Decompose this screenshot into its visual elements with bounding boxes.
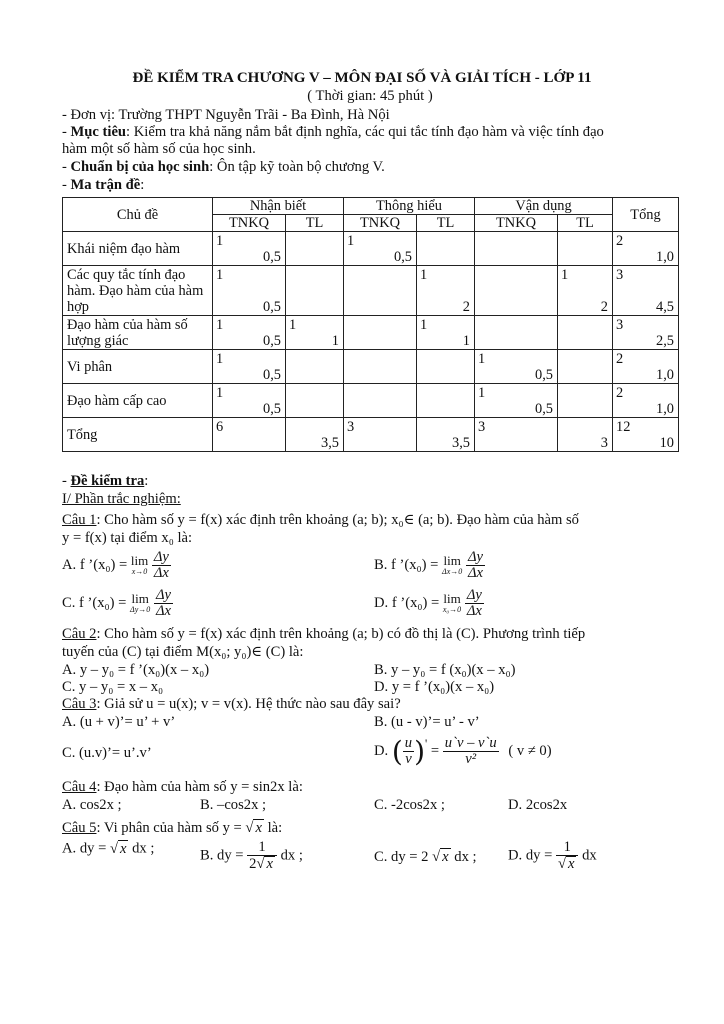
matrix-body (63, 232, 679, 452)
goal-line-2: hàm một số hàm số của học sinh. (62, 141, 256, 157)
cell-score: 4,5 (656, 299, 674, 315)
subcol-header: TL (286, 215, 344, 232)
subcol-header: TNKQ (344, 215, 417, 232)
group-header: Vận dụng (475, 198, 613, 215)
fraction: $\frac{\Delta y}{\Delta x}$ (467, 549, 483, 581)
matrix-row (63, 418, 679, 452)
matrix-cell (344, 384, 417, 418)
group-header: Thông hiểu (344, 198, 475, 215)
cell-score: 0,5 (263, 299, 281, 315)
matrix-cell (613, 266, 679, 316)
cell-score: 2 (462, 299, 470, 315)
cell-count: 1 (216, 351, 224, 367)
matrix-cell (417, 350, 475, 384)
matrix-cell (558, 232, 613, 266)
matrix-cell (213, 384, 286, 418)
cell-score: 2 (600, 299, 608, 315)
matrix-cell (558, 350, 613, 384)
fraction: $\frac{\Delta y}{\Delta x}$ (466, 587, 482, 619)
goal-line: - Mục tiêu: Kiểm tra khả năng nắm bắt định nghĩa, các qui tắc tính đạo hàm và việc tính đạo (62, 124, 604, 140)
cell-score: 1 (331, 333, 339, 349)
q2-option-b: B. y – y₀ = f (x₀)(x – x₀) (374, 662, 516, 678)
q1-text: Câu 1: Cho hàm số y = f(x) xác định trên khoảng (a; b); x₀∈ (a; b). Đạo hàm của hàm số (62, 512, 579, 528)
matrix-cell (213, 418, 286, 452)
q1-text-2: y = f(x) tại điểm x₀ là: (62, 530, 193, 546)
cell-count: 1 (347, 233, 355, 249)
fraction: $\frac{1}{√ x}$ (556, 840, 579, 872)
matrix-cell (213, 232, 286, 266)
prep-line: - Chuẩn bị của học sinh: Ôn tập kỹ toàn bộ chương V. (62, 159, 385, 175)
group-header: Nhận biết (213, 198, 344, 215)
exam-heading-line: - Đề kiểm tra: (62, 473, 149, 489)
col-total-header: Tổng (613, 198, 679, 232)
cell-score: 1 (462, 333, 470, 349)
matrix-cell (475, 232, 558, 266)
cell-score: 10 (659, 435, 674, 451)
cell-count: 3 (616, 267, 624, 283)
matrix-cell (344, 266, 417, 316)
q5-option-d: D. dy = $\frac{1}{√ x}$ dx (508, 839, 597, 872)
cell-score: 1,0 (656, 249, 674, 265)
q2-text: Câu 2: Cho hàm số y = f(x) xác định trên khoảng (a; b) có đồ thị là (C). Phương trình tiếp (62, 626, 586, 642)
q3-option-d: D. ( $\frac{u}{v}$ )' = $\frac{u`v - v`u}{\text{v²}}$ ( v ≠ 0) (374, 735, 552, 768)
matrix-cell (613, 232, 679, 266)
cell-score: 1,0 (656, 367, 674, 383)
q5-option-a: A. dy = √ x dx ; (62, 840, 155, 857)
matrix-cell (558, 418, 613, 452)
q4-option-a: A. cos2x ; (62, 797, 122, 813)
q5-option-b: B. dy = $\frac{1}{2√ x}$ dx ; (200, 839, 303, 872)
matrix-cell (613, 418, 679, 452)
cell-count: 1 (478, 351, 486, 367)
q2-option-c: C. y – y₀ = x – x₀ (62, 679, 164, 695)
matrix-cell (475, 316, 558, 350)
matrix-cell (213, 316, 286, 350)
cell-score: 3,5 (321, 435, 339, 451)
matrix-topic: Các quy tắc tính đạo hàm. Đạo hàm của hàm hợp (63, 266, 213, 316)
matrix-cell (417, 316, 475, 350)
cell-count: 1 (420, 317, 428, 333)
matrix-topic: Đạo hàm cấp cao (63, 384, 213, 418)
q1-option-d: D. f ’(x₀) = lim x₀→0 $\frac{\Delta y}{\Delta x}$ (374, 587, 482, 619)
cell-count: 2 (616, 233, 624, 249)
cell-count: 1 (289, 317, 297, 333)
q5-label: Câu 5 (62, 820, 97, 836)
cell-count: 1 (216, 267, 224, 283)
cell-count: 1 (216, 385, 224, 401)
cell-score: 0,5 (263, 333, 281, 349)
cell-score: 2,5 (656, 333, 674, 349)
q3-option-a: A. (u + v)’= u’ + v’ (62, 714, 176, 730)
matrix-cell (475, 350, 558, 384)
matrix-cell (286, 350, 344, 384)
matrix-cell (558, 384, 613, 418)
q1-option-a: A. f ’(x₀) = lim x→0 $\frac{\Delta y}{\Delta x}$ (62, 549, 169, 581)
matrix-cell (286, 266, 344, 316)
cell-count: 1 (216, 233, 224, 249)
matrix-table (62, 197, 679, 452)
cell-score: 3 (600, 435, 608, 451)
matrix-cell (558, 316, 613, 350)
cell-score: 1,0 (656, 401, 674, 417)
cell-count: 3 (347, 419, 355, 435)
matrix-row (63, 350, 679, 384)
matrix-cell (213, 266, 286, 316)
cell-score: 0,5 (394, 249, 412, 265)
matrix-label: Ma trận đề (70, 177, 141, 193)
matrix-label-line: - Ma trận đề: (62, 177, 145, 193)
fraction: $\frac{\Delta y}{\Delta x}$ (153, 549, 169, 581)
matrix-cell (344, 350, 417, 384)
fraction: $\frac{1}{2√ x}$ (247, 840, 277, 872)
q2-text-2: tuyến của (C) tại điểm M(x₀; y₀)∈ (C) là: (62, 644, 304, 660)
cell-count: 2 (616, 385, 624, 401)
cell-count: 3 (478, 419, 486, 435)
matrix-cell (286, 418, 344, 452)
matrix-row (63, 232, 679, 266)
cell-score: 0,5 (263, 367, 281, 383)
q4-option-b: B. –cos2x ; (200, 797, 267, 813)
q1-option-b: B. f ’(x₀) = lim Δx→0 $\frac{\Delta y}{\Delta x}$ (374, 549, 483, 581)
goal-label: Mục tiêu (70, 124, 127, 140)
q1-label: Câu 1 (62, 512, 97, 528)
matrix-cell (213, 350, 286, 384)
cell-score: 0,5 (263, 401, 281, 417)
matrix-cell (417, 232, 475, 266)
matrix-row (63, 384, 679, 418)
matrix-cell (613, 316, 679, 350)
cell-count: 1 (420, 267, 428, 283)
col-topic-header: Chủ đề (63, 198, 213, 232)
matrix-cell (344, 316, 417, 350)
matrix-cell (475, 418, 558, 452)
cell-count: 1 (561, 267, 569, 283)
lim-symbol: lim x₀→0 (442, 590, 462, 614)
q4-option-c: C. -2cos2x ; (374, 797, 445, 813)
matrix-row (63, 266, 679, 316)
matrix-cell (475, 266, 558, 316)
matrix-topic: Vi phân (63, 350, 213, 384)
q3-option-c: C. (u.v)’= u’.v’ (62, 745, 152, 761)
matrix-cell (417, 384, 475, 418)
matrix-cell (558, 266, 613, 316)
exam-title: ĐỀ KIỂM TRA CHƯƠNG V – MÔN ĐẠI SỐ VÀ GIẢI TÍCH - LỚP 11 (132, 70, 592, 86)
cell-score: 0,5 (535, 367, 553, 383)
matrix-cell (286, 384, 344, 418)
q2-option-a: A. y – y₀ = f ’(x₀)(x – x₀) (62, 662, 210, 678)
prep-label: Chuẩn bị của học sinh (70, 159, 210, 175)
matrix-topic: Tổng (63, 418, 213, 452)
matrix-cell (286, 316, 344, 350)
cell-count: 2 (616, 351, 624, 367)
matrix-cell (344, 418, 417, 452)
fraction-u-v: $\frac{u}{v}$ (404, 735, 413, 767)
part1-heading: I/ Phần trắc nghiệm: (62, 491, 181, 507)
matrix-topic: Đạo hàm của hàm số lượng giác (63, 316, 213, 350)
cell-score: 0,5 (535, 401, 553, 417)
exam-time: ( Thời gian: 45 phút ) (307, 88, 433, 104)
cell-count: 1 (216, 317, 224, 333)
subcol-header: TNKQ (213, 215, 286, 232)
q5-option-c: C. dy = 2 √ x dx ; (374, 849, 477, 865)
matrix-cell (613, 350, 679, 384)
cell-count: 3 (616, 317, 624, 333)
matrix-topic: Khái niệm đạo hàm (63, 232, 213, 266)
matrix-cell (286, 232, 344, 266)
cell-score: 0,5 (263, 249, 281, 265)
cell-count: 1 (478, 385, 486, 401)
cell-count: 12 (616, 419, 631, 435)
q3-text: Câu 3: Giả sử u = u(x); v = v(x). Hệ thức nào sau đây sai? (62, 696, 401, 712)
subcol-header: TNKQ (475, 215, 558, 232)
subcol-header: TL (558, 215, 613, 232)
lim-symbol: lim Δx→0 (442, 552, 463, 576)
exam-heading: Đề kiểm tra (70, 473, 145, 489)
q4-label: Câu 4 (62, 779, 97, 795)
matrix-cell (475, 384, 558, 418)
q1-option-c: C. f ’(x₀) = lim Δy→0 $\frac{\Delta y}{\Delta x}$ (62, 587, 171, 619)
unit-line: - Đơn vị: Trường THPT Nguyễn Trãi - Ba Đình, Hà Nội (62, 107, 390, 123)
matrix-cell (417, 418, 475, 452)
lim-symbol: lim x→0 (130, 552, 149, 576)
matrix-cell (344, 232, 417, 266)
cell-count: 6 (216, 419, 224, 435)
lim-symbol: lim Δy→0 (130, 590, 151, 614)
matrix-cell (613, 384, 679, 418)
q2-label: Câu 2 (62, 626, 97, 642)
q4-text: Câu 4: Đạo hàm của hàm số y = sin2x là: (62, 779, 303, 795)
q5-text: Câu 5: Vi phân của hàm số y = √ x là: (62, 820, 283, 836)
fraction-quotient: $\frac{u`v - v`u}{\text{v²}}$ (444, 735, 497, 767)
matrix-cell (417, 266, 475, 316)
q4-option-d: D. 2cos2x (508, 797, 568, 813)
subcol-header: TL (417, 215, 475, 232)
q3-label: Câu 3 (62, 696, 97, 712)
q3-option-b: B. (u - v)’= u’ - v’ (374, 714, 480, 730)
matrix-row (63, 316, 679, 350)
q2-option-d: D. y = f ’(x₀)(x – x₀) (374, 679, 495, 695)
fraction: $\frac{\Delta y}{\Delta x}$ (155, 587, 171, 619)
cell-score: 3,5 (452, 435, 470, 451)
